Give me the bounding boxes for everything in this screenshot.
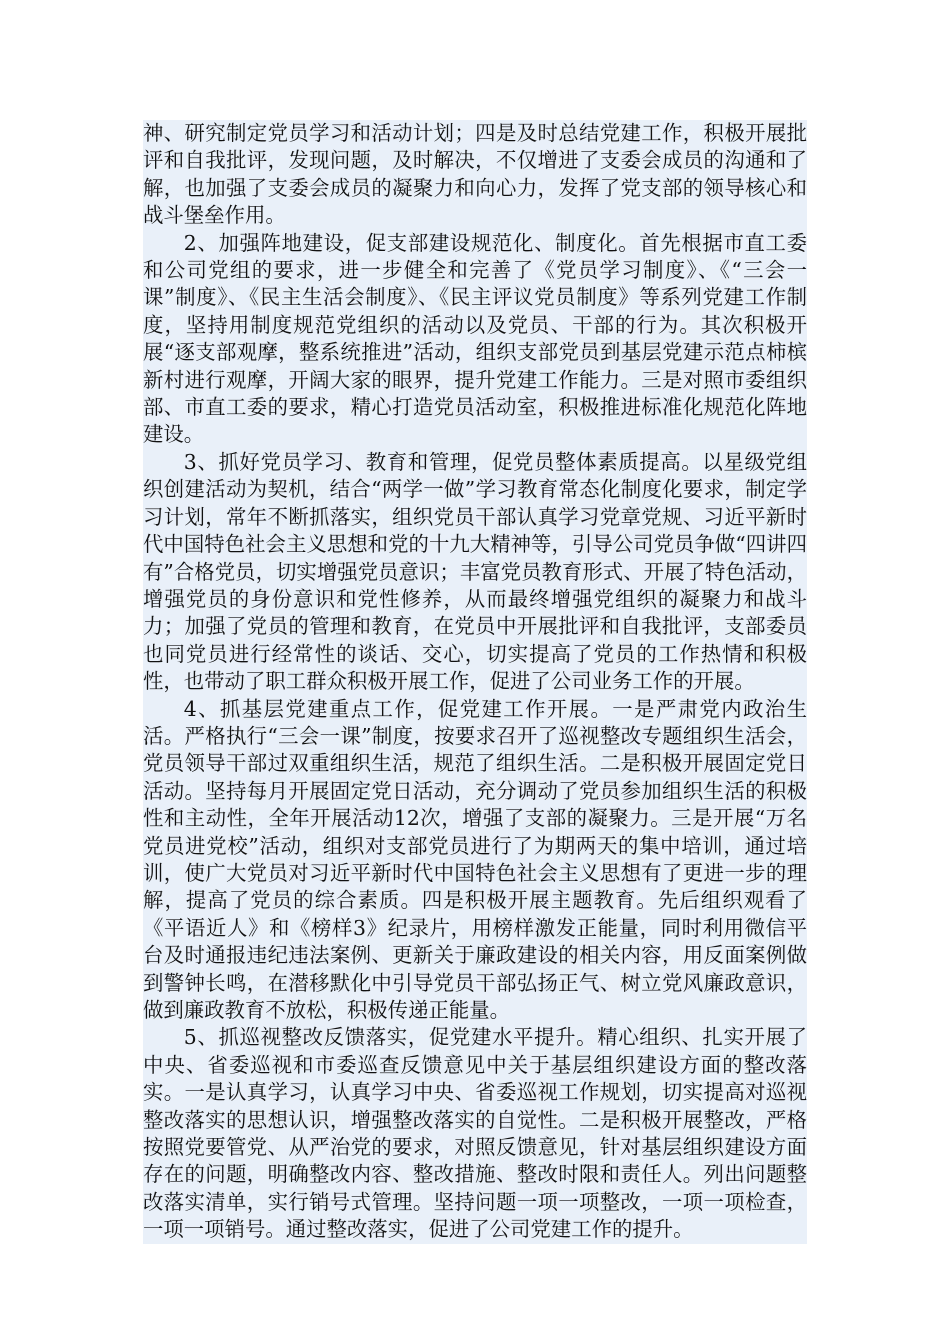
document-body [143, 120, 807, 1244]
paragraph-continuation: 神、研究制定党员学习和活动计划；四是及时总结党建工作，积极开展批评和自我批评，发现问题，及时解决，不仅增进了支委会成员的沟通和了解，也加强了支委会成员的凝聚力和向心力，发挥了党支部的领导核心和战斗堡垒作用。 [143, 121, 807, 228]
paragraph-section-3: 3、抓好党员学习、教育和管理，促党员整体素质提高。以星级党组织创建活动为契机，结合“两学一做”学习教育常态化制度化要求，制定学习计划，常年不断抓落实，组织党员干部认真学习党章党规、习近平新时代中国特色社会主义思想和党的十九大精神等，引导公司党员争做“四讲四有”合格党员，切实增强党员意识；丰富党员教育形式、开展了特色活动，增强党员的身份意识和党性修养，从而最终增强党组织的凝聚力和战斗力；加强了党员的管理和教育，在党员中开展批评和自我批评，支部委员也同党员进行经常性的谈话、交心，切实提高了党员的工作热情和积极性，也带动了职工群众积极开展工作，促进了公司业务工作的开展。 [143, 449, 807, 694]
paragraph-section-4: 4、抓基层党建重点工作，促党建工作开展。一是严肃党内政治生活。严格执行“三会一课”制度，按要求召开了巡视整改专题组织生活会，党员领导干部过双重组织生活，规范了组织生活。二是积极开展固定党日活动。坚持每月开展固定党日活动，充分调动了党员参加组织生活的积极性和主动性，全年开展活动12次，增强了支部的凝聚力。三是开展“万名党员进党校”活动，组织对支部党员进行了为期两天的集中培训，通过培训，使广大党员对习近平新时代中国特色社会主义思想有了更进一步的理解，提高了党员的综合素质。四是积极开展主题教育。先后组织观看了《平语近人》和《榜样3》纪录片，用榜样激发正能量，同时利用微信平台及时通报违纪违法案例、更新关于廉政建设的相关内容，用反面案例做到警钟长鸣，在潜移默化中引导党员干部弘扬正气、树立党风廉政意识，做到廉政教育不放松，积极传递正能量。 [143, 696, 807, 1022]
paragraph-section-2: 2、加强阵地建设，促支部建设规范化、制度化。首先根据市直工委和公司党组的要求，进一步健全和完善了《党员学习制度》、《“三会一课”制度》、《民主生活会制度》、《民主评议党员制度》等系列党建工作制度，坚持用制度规范党组织的活动以及党员、干部的行为。其次积极开展“逐支部观摩，整系统推进”活动，组织支部党员到基层党建示范点柿槟新村进行观摩，开阔大家的眼界，提升党建工作能力。三是对照市委组织部、市直工委的要求，精心打造党员活动室，积极推进标准化规范化阵地建设。 [143, 230, 807, 447]
paragraph-section-5: 5、抓巡视整改反馈落实，促党建水平提升。精心组织、扎实开展了中央、省委巡视和市委巡查反馈意见中关于基层组织建设方面的整改落实。一是认真学习，认真学习中央、省委巡视工作规划，切实提高对巡视整改落实的思想认识，增强整改落实的自觉性。二是积极开展整改，严格按照党要管党、从严治党的要求，对照反馈意见，针对基层组织建设方面存在的问题，明确整改内容、整改措施、整改时限和责任人。列出问题整改落实清单，实行销号式管理。坚持问题一项一项整改，一项一项检查，一项一项销号。通过整改落实，促进了公司党建工作的提升。 [143, 1025, 807, 1242]
